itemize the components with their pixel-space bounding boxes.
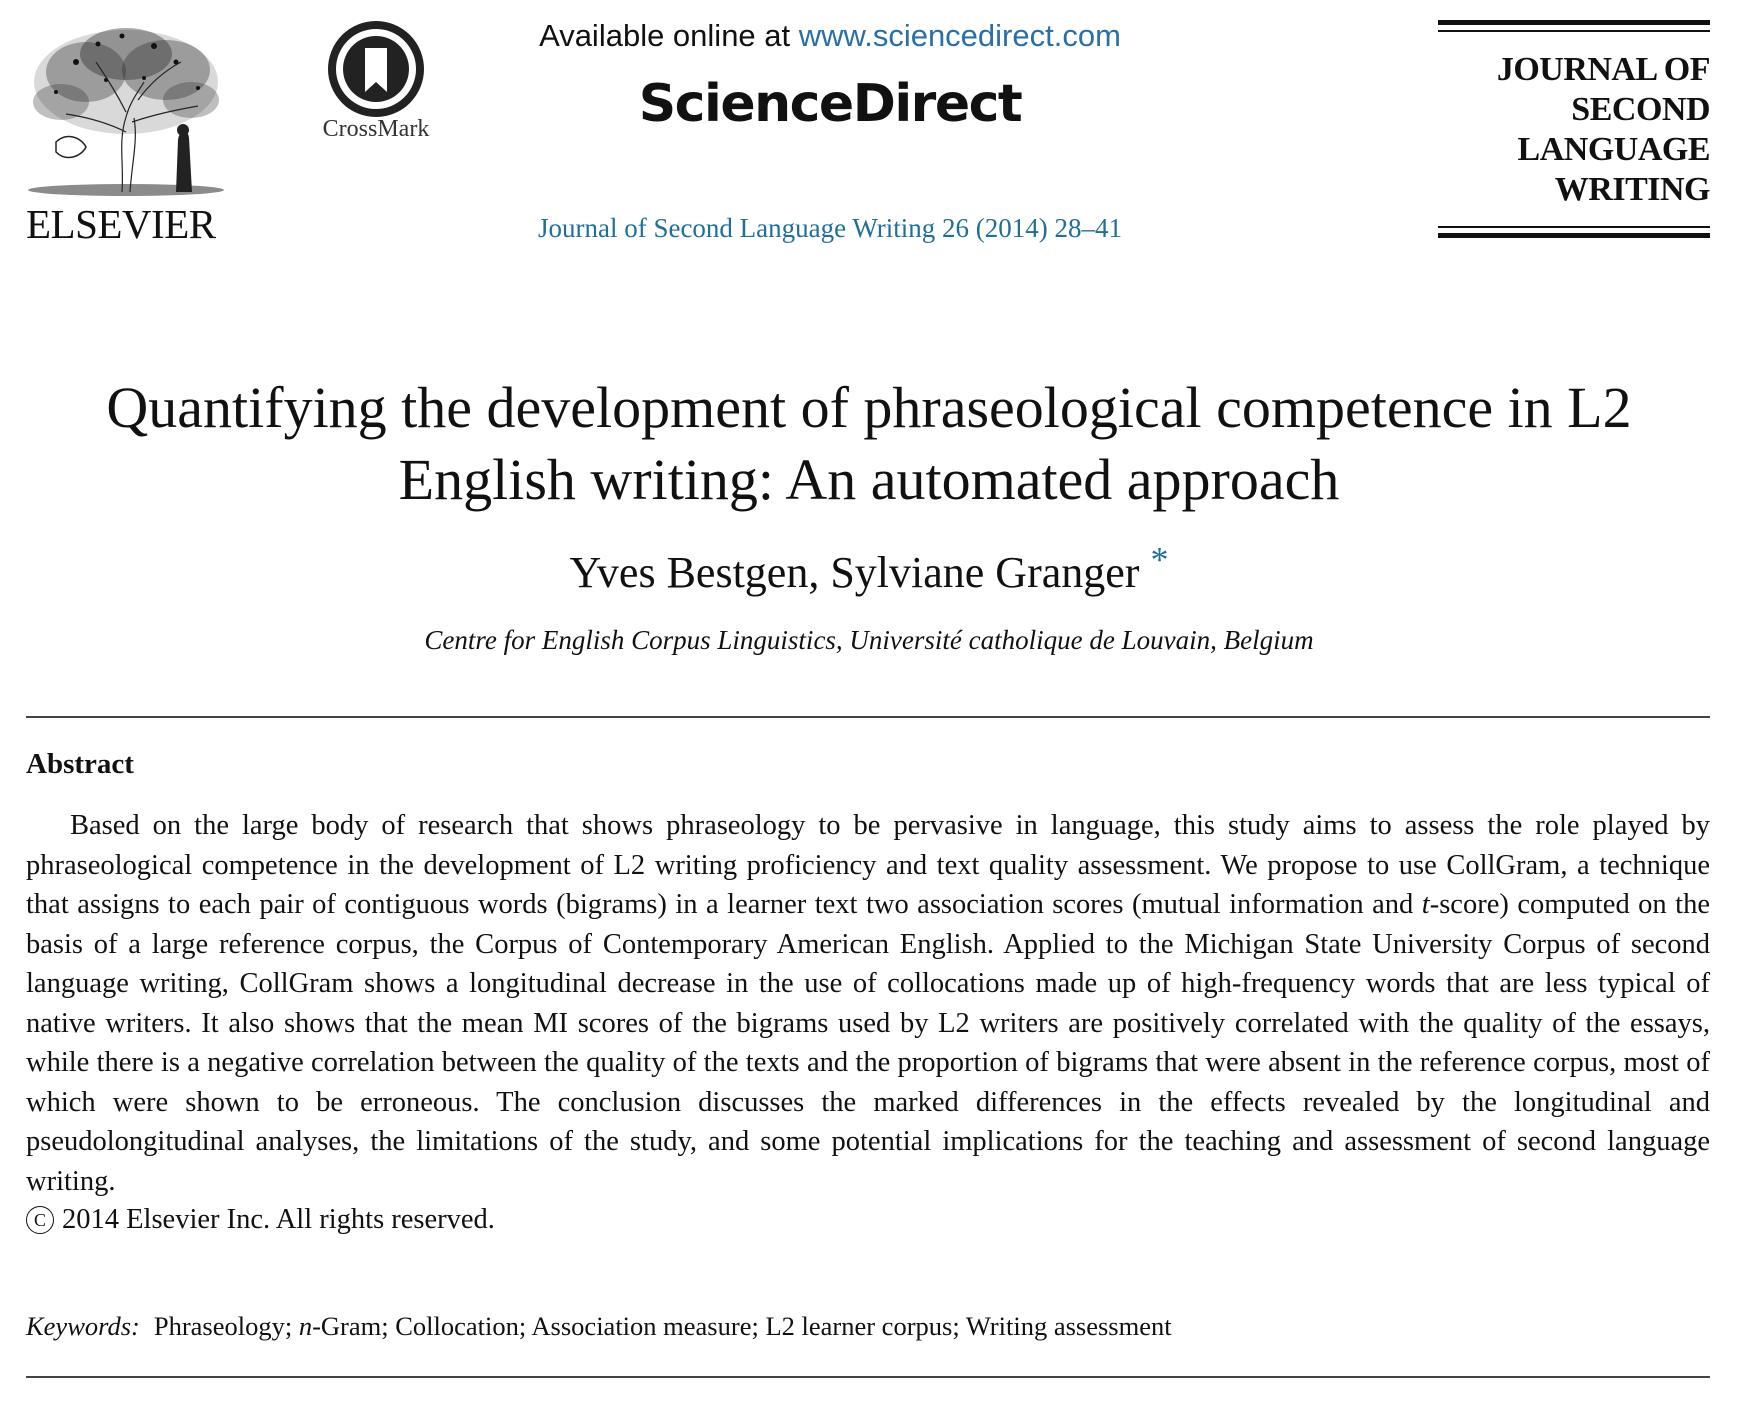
tree-emblem-icon (26, 22, 226, 200)
abstract-text: Based on the large body of research that shows phraseology to be pervasive in language, this study aims to assess the role played by phraseological competence in the development of L2 writing proficiency and text quality assessment. We propose to use CollGram, a technique that assigns to each pair of contiguous words (bigrams) in a learner text two association scores (mutual information and (26, 810, 1710, 920)
keywords-label: Keywords: (26, 1311, 140, 1341)
publisher-logo[interactable] (26, 22, 226, 247)
abstract-heading: Abstract (26, 748, 134, 780)
keyword-item: Phraseology; (153, 1311, 299, 1341)
keyword-italic: n (298, 1311, 313, 1341)
copyright-text: 2014 Elsevier Inc. All rights reserved. (62, 1204, 495, 1235)
copyright-icon: C (26, 1206, 54, 1234)
logo-bottom-rule-2 (1438, 233, 1710, 238)
authors: Yves Bestgen, Sylviane Granger (569, 548, 1140, 597)
journal-logo-line: WRITING (1554, 171, 1710, 208)
journal-logo[interactable] (1438, 20, 1710, 242)
author-list (20, 539, 1718, 601)
divider-top (26, 716, 1710, 718)
logo-top-rule-1 (1438, 20, 1710, 25)
availability-prefix: Available online at (539, 18, 799, 53)
journal-citation[interactable]: Journal of Second Language Writing 26 (2014) 28–41 (537, 213, 1123, 243)
abstract-italic-term: t (1421, 889, 1430, 920)
abstract-body (26, 806, 1710, 1201)
journal-logo-wordmark (1438, 50, 1710, 210)
copyright-notice (26, 1200, 495, 1240)
publisher-name: ELSEVIER (26, 201, 216, 247)
logo-top-rule-2 (1438, 30, 1710, 32)
crossmark-label: CrossMark (322, 116, 430, 142)
journal-logo-line: JOURNAL OF (1496, 51, 1710, 88)
crossmark-icon (327, 20, 425, 118)
sciencedirect-link[interactable]: www.sciencedirect.com (798, 18, 1121, 53)
availability-line (480, 14, 1180, 58)
crossmark-badge[interactable] (316, 20, 436, 150)
affiliation: Centre for English Corpus Linguistics, Université catholique de Louvain, Belgium (424, 625, 1314, 655)
keywords-line (26, 1308, 1172, 1344)
keyword-item: -Gram; Collocation; Association measure; L2 learner corpus; Writing assessment (312, 1311, 1172, 1341)
journal-logo-line: LANGUAGE (1517, 131, 1710, 168)
platform-wordmark[interactable]: ScienceDirect (638, 74, 1022, 134)
logo-bottom-rule-1 (1438, 226, 1710, 228)
article-header (0, 0, 1738, 260)
journal-logo-line: SECOND (1571, 91, 1710, 128)
abstract-text: -score) computed on the basis of a large reference corpus, the Corpus of Contemporary American English. Applied to the Michigan State University Corpus of second language writing, CollGram shows a longitudinal decrease in the use of collocations made up of high-frequency words that are less typical of native writers. It also shows that the mean MI scores of the bigrams used by L2 writers are positively correlated with the quality of the essays, while there is a negative correlation between the quality of the texts and the proportion of bigrams that were absent in the reference corpus, most of which were shown to be erroneous. The conclusion discusses the marked differences in the effects revealed by the longitudinal and pseudolongitudinal analyses, the limitations of the study, and some potential implications for the teaching and assessment of second language writing. (26, 889, 1710, 1197)
divider-bottom (26, 1376, 1710, 1378)
corresponding-author-link[interactable]: * (1150, 539, 1169, 580)
article-title: Quantifying the development of phraseological competence in L2 English writing: An automated approach (106, 375, 1632, 512)
